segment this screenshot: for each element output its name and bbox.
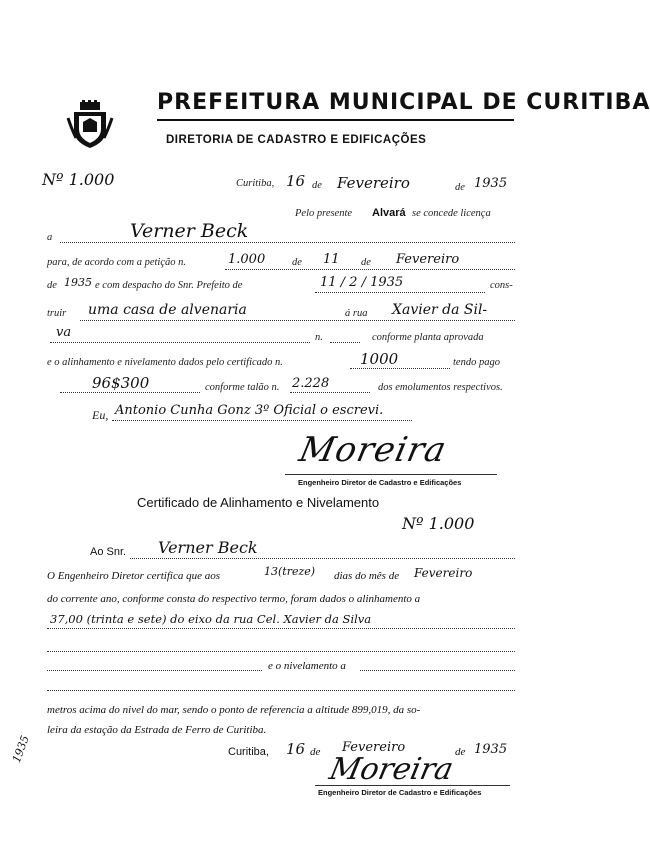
cert-day: 16 [286, 740, 306, 758]
blank-line-2 [47, 670, 262, 671]
alvara-word: Alvará [372, 207, 406, 219]
rua-label: á rua [345, 308, 368, 319]
certificate-number: 1000 [360, 350, 399, 368]
cert-de-2: de [455, 746, 466, 758]
pago-label: tendo pago [453, 357, 500, 368]
issue-day: 16 [286, 172, 306, 190]
petition-day: 11 [323, 252, 340, 267]
cert-line1-b: dias do mês de [334, 570, 400, 582]
certificate-heading: Certificado de Alinhamento e Nivelamento [137, 495, 380, 510]
cert-director-signature: Moreira [326, 752, 457, 787]
cert-month-2: Fevereiro [342, 740, 406, 755]
blank-line-1 [47, 651, 515, 652]
nivelamento-label: e o nivelamento a [268, 660, 346, 672]
issue-month: Fevereiro [337, 174, 410, 192]
despacho-label: e com despacho do Snr. Prefeito de [95, 280, 243, 291]
alvara-number: Nº 1.000 [42, 170, 115, 189]
despacho-line [315, 292, 485, 293]
eu-label: Eu, [92, 408, 109, 422]
petition-year: 1935 [64, 276, 92, 289]
talao-line [290, 392, 370, 393]
ao-label: Ao Snr. [90, 546, 127, 558]
cert-year: 1935 [474, 742, 508, 757]
cert-line6: leira da estação da Estrada de Ferro de Curitiba. [47, 724, 267, 736]
emolumentos-label: dos emolumentos respectivos. [378, 382, 503, 393]
amount-line [60, 392, 200, 393]
petition-de-2: de [361, 257, 371, 268]
signer-title: Engenheiro Diretor de Cadastro e Edificações [298, 478, 462, 487]
intro-text: Pelo presente [295, 208, 353, 219]
issue-year: 1935 [474, 176, 508, 191]
cert-day-text: 13(treze) [264, 565, 316, 578]
director-signature: Moreira [295, 430, 451, 470]
nivelamento-line [360, 670, 515, 671]
a-label: a [47, 232, 53, 243]
grantee-name: Verner Beck [130, 220, 249, 242]
truir-label: truir [47, 308, 67, 319]
street-cont-line [50, 342, 310, 343]
construction-type: uma casa de alvenaria [88, 302, 247, 318]
grantee-line [60, 242, 515, 243]
margin-note: 1935 [10, 733, 32, 765]
cert-no-line [350, 368, 450, 369]
petition-de-3: de [47, 280, 57, 291]
certificate-number-label: Nº 1.000 [402, 514, 475, 533]
issue-de-2: de [455, 182, 465, 193]
cert-month: Fevereiro [414, 566, 473, 580]
para-label: para, de acordo com a petição n. [47, 257, 187, 268]
recipient-line [130, 558, 515, 559]
petition-month: Fevereiro [396, 252, 460, 267]
issue-de-1: de [312, 180, 322, 191]
cert-line1-a: O Engenheiro Diretor certifica que aos [47, 570, 221, 582]
clerk-statement: Antonio Cunha Gonz 3º Oficial o escrevi. [115, 403, 384, 418]
page-subtitle: DIRETORIA DE CADASTRO E EDIFICAÇÕES [166, 134, 427, 146]
talao-label: conforme talão n. [205, 382, 280, 393]
despacho-date: 11 / 2 / 1935 [320, 275, 404, 290]
cert-city-label: Curitiba, [228, 746, 269, 758]
talao-number: 2.228 [292, 376, 330, 391]
petition-de-1: de [292, 257, 302, 268]
petition-line [225, 269, 515, 270]
title-rule [157, 119, 514, 121]
alinhamento-label: e o alinhamento e nivelamento dados pelo certificado n. [47, 357, 283, 368]
cert-line2: do corrente ano, conforme consta do respectivo termo, foram dados o alinhamento a [47, 593, 421, 605]
cons-label: cons- [490, 280, 513, 291]
conforme-label: conforme planta aprovada [372, 332, 484, 343]
amount-paid: 96$300 [92, 374, 150, 392]
number-label: n. [315, 332, 323, 343]
alignment-line [47, 628, 515, 629]
clerk-line [112, 420, 412, 421]
city-label: Curitiba, [236, 178, 275, 189]
municipal-crest [66, 100, 114, 150]
intro-end-text: se concede licença [412, 208, 491, 219]
cert-line5: metros acima do nivel do mar, sendo o ponto de referencia a altitude 899,019, da so- [47, 704, 421, 716]
street-continued: va [56, 325, 72, 340]
cert-signer-title: Engenheiro Diretor de Cadastro e Edificações [318, 788, 482, 797]
petition-number: 1.000 [228, 252, 266, 267]
alignment-value: 37,00 (trinta e sete) do eixo da rua Cel. Xavier da Silva [50, 612, 372, 626]
construction-line [80, 320, 515, 321]
page-title: PREFEITURA MUNICIPAL DE CURITIBA [157, 90, 650, 115]
recipient-name: Verner Beck [158, 538, 258, 557]
cert-de-1: de [310, 746, 321, 758]
cert-signature-rule [315, 785, 510, 786]
blank-line-3 [47, 690, 515, 691]
street-name: Xavier da Sil- [392, 302, 488, 318]
signature-rule [285, 474, 497, 475]
house-number-line [330, 342, 360, 343]
